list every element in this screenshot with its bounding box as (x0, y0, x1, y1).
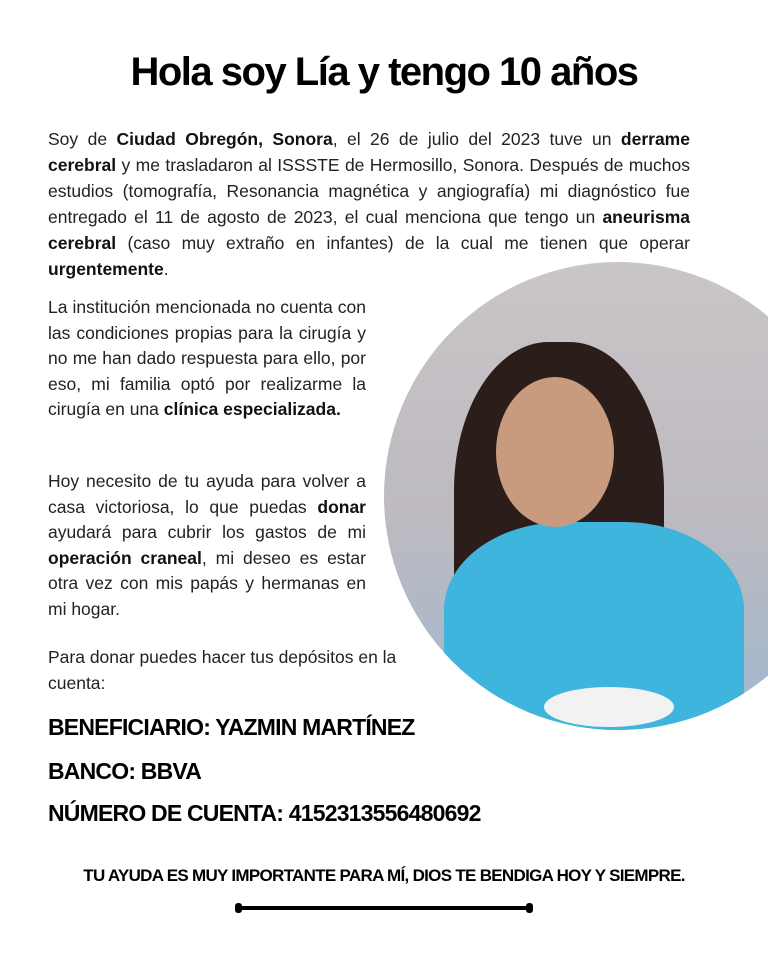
paragraph-text: La institución mencionada no cuenta con las condiciones propias para la cirugía y no me han dado respuesta para ello, por eso, mi familia optó por realizarme la cirugía en una (48, 297, 366, 419)
intro-text: . (163, 259, 169, 279)
paragraph-text: ayudará para cubrir los gastos de mi (48, 522, 366, 542)
intro-paragraph (48, 126, 690, 282)
donation-instructions: Para donar puedes hacer tus depósitos en la cuenta: (48, 647, 397, 693)
paragraph-text: , mi deseo es estar otra vez con mis papás y hermanas en mi hogar. (48, 547, 366, 619)
intro-text: , el 26 de julio del 2023 tuve un (332, 129, 621, 149)
child-photo (384, 262, 768, 730)
intro-bold: derrame cerebral (48, 129, 690, 175)
account-number-line: NÚMERO DE CUENTA: 4152313556480692 (48, 800, 481, 826)
photo-frame (384, 262, 768, 730)
intro-text: (caso muy extraño en infantes) de la cual me tienen que operar (116, 233, 690, 253)
intro-bold: urgentemente (48, 259, 164, 279)
page-title: Hola soy Lía y tengo 10 años (130, 50, 638, 94)
institution-paragraph (48, 295, 366, 423)
photo-plate (544, 687, 674, 727)
beneficiary-line: BENEFICIARIO: YAZMIN MARTÍNEZ (48, 714, 415, 740)
intro-text: Soy de (48, 129, 117, 149)
intro-bold: aneurisma cerebral (48, 207, 690, 253)
intro-text: y me trasladaron al ISSSTE de Hermosillo, Sonora. Después de muchos estudios (tomografía, Resonancia magnética y angiografía) mi diagnóstico fue entregado el 11 de agosto de 2023, el cual menciona que tengo un (48, 155, 690, 227)
bank-line: BANCO: BBVA (48, 758, 202, 784)
intro-bold: Ciudad Obregón, Sonora (116, 129, 333, 149)
divider-line (238, 906, 530, 910)
paragraph-bold: operación craneal (48, 547, 202, 568)
paragraph-bold: clínica especializada. (163, 399, 341, 419)
help-paragraph (48, 469, 366, 622)
photo-face (496, 377, 614, 527)
paragraph-bold: donar (317, 496, 366, 517)
paragraph-text: Hoy necesito de tu ayuda para volver a casa victoriosa, lo que puedas (48, 471, 366, 517)
footer-message: TU AYUDA ES MUY IMPORTANTE PARA MÍ, DIOS TE BENDIGA HOY Y SIEMPRE. (83, 866, 685, 885)
